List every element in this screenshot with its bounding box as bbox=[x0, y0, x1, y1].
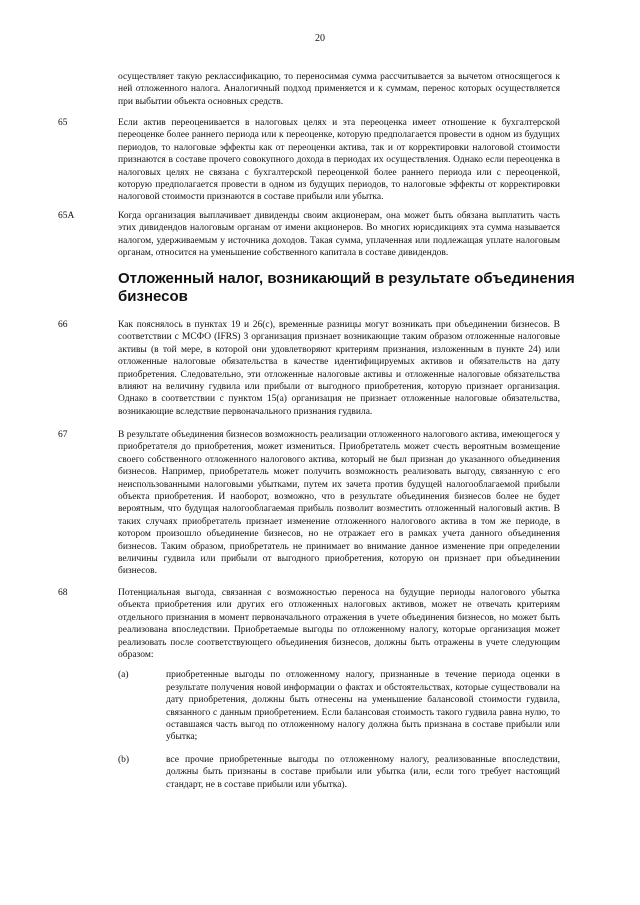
paragraph-number: 67 bbox=[58, 430, 68, 440]
paragraph-68 bbox=[58, 587, 560, 791]
list-item-a bbox=[118, 669, 560, 743]
paragraph-65 bbox=[58, 117, 560, 204]
paragraph-text: В результате объединения бизнесов возможность реализации отложенного налогового актива, имеющегося у приобретателя до приобретения, может измениться. Приобретатель может счесть вероятным возмещение своего собственного отложенного налогового актива, который не был признан до указанного объединения бизнесов. Например, приобретатель может получить возможность реализовать выгоду, связанную с его неиспользованными налоговыми убытками, путем их зачета против будущей налогооблагаемой прибыли объекта приобретения. И наоборот, возможно, что в результате объединения бизнесов более не будет вероятным, что будущая налогооблагаемая прибыль позволит возместить отложенный налоговый актив. В таких случаях приобретатель признает изменение отложенного налогового актива в том же периоде, в котором произошло объединение бизнесов, но не отражает его в рамках учета данного объединения бизнесов. Таким образом, приобретатель не принимает во внимание данное изменение при определении величины гудвила или прибыли от выгодного приобретения, которую он признает при объединении бизнесов. bbox=[118, 430, 560, 577]
page-number: 20 bbox=[315, 33, 325, 44]
list-item-b bbox=[118, 754, 560, 791]
paragraph-65a bbox=[58, 210, 560, 260]
list-item-label: (a) bbox=[118, 670, 129, 681]
paragraph-text: Потенциальная выгода, связанная с возможностью переноса на будущие периоды налогового убытка объекта приобретения или других его отложенных налоговых активов, может не отвечать критериям отдельного признания в момент первоначального отражения в учете объединения бизнесов, но может быть реализована впоследствии. Приобретаемые выгоды по отложенному налогу, которые организация может реализовать после соответствующего объединения бизнесов, должны быть отражены в учете следующим образом: bbox=[118, 588, 560, 661]
paragraph-number: 65 bbox=[58, 118, 68, 128]
paragraph-text: Когда организация выплачивает дивиденды своим акционерам, она может быть обязана выплатить часть этих дивидендов налоговым органам от имени акционеров. Во многих юрисдикциях эта сумма называется налогом, удерживаемым у источника доходов. Такая сумма, уплаченная или подлежащая уплате налоговым органам, относится на уменьшение собственного капитала в составе дивидендов. bbox=[118, 211, 560, 259]
list-item-label: (b) bbox=[118, 754, 130, 765]
paragraph-text: Как пояснялось в пунктах 19 и 26(с), временные разницы могут возникать при объединении бизнесов. В соответствии с МСФО (IFRS) 3 организация признает возникающие таким образом отложенные налоговые активы (в той мере, в которой они удовлетворяют критериям признания, изложенным в пункте 24) или отложенные налоговые обязательства в качестве идентифицируемых активов и обязательств на дату приобретения. Следовательно, эти отложенные налоговые активы и отложенные налоговые обязательства влияют на величину гудвила или прибыли от выгодного приобретения, которую признает организация. Однако в соответствии с пунктом 15(а) организация не признает отложенные налоговые обязательства, возникающие вследствие первоначального признания гудвила. bbox=[118, 320, 560, 417]
paragraph-number: 66 bbox=[58, 320, 68, 330]
list-item-text: все прочие приобретенные выгоды по отложенному налогу, реализованные впоследствии, должны быть признаны в составе прибыли или убытка (или, если того требует настоящий стандарт, не в составе прибыли или убытка). bbox=[166, 754, 560, 790]
section-heading: Отложенный налог, возникающий в результате объединения бизнесов bbox=[118, 270, 575, 305]
continuation-text: осуществляет такую реклассификацию, то переносимая сумма рассчитывается за вычетом относящегося к ней отложенного налога. Аналогичный подход применяется и к суммам, перенос которых осуществляется при выбытии объекта основных средств. bbox=[118, 72, 560, 107]
paragraph-66 bbox=[58, 319, 560, 418]
paragraph-number: 65A bbox=[58, 211, 75, 221]
paragraph-67 bbox=[58, 429, 560, 578]
paragraph-text: Если актив переоценивается в налоговых целях и эта переоценка имеет отношение к бухгалтерской переоценке более раннего периода или к переоценке, которую предполагается провести в одном из будущих периодов, то налоговые эффекты как от переоценки актива, так и от корректировки налоговой стоимости признаются в составе прочего совокупного дохода в периодах их осуществления. Однако если переоценка в налоговых целях не связана с бухгалтерской переоценкой более раннего периода или с переоценкой, которую предполагается провести в одном из будущих периодов, то налоговые эффекты от корректировки налоговой стоимости признаются в составе прибыли или убытка. bbox=[118, 118, 560, 203]
list-item-text: приобретенные выгоды по отложенному налогу, признанные в течение периода оценки в результате получения новой информации о фактах и обстоятельствах, которые существовали на дату приобретения, должны быть отнесены на уменьшение балансовой стоимости гудвила, связанного с данным приобретением. Если балансовая стоимость такого гудвила равна нулю, то оставшаяся часть выгод по отложенному налогу должна быть признана в составе прибыли или убытка; bbox=[166, 670, 560, 743]
paragraph-number: 68 bbox=[58, 588, 68, 598]
